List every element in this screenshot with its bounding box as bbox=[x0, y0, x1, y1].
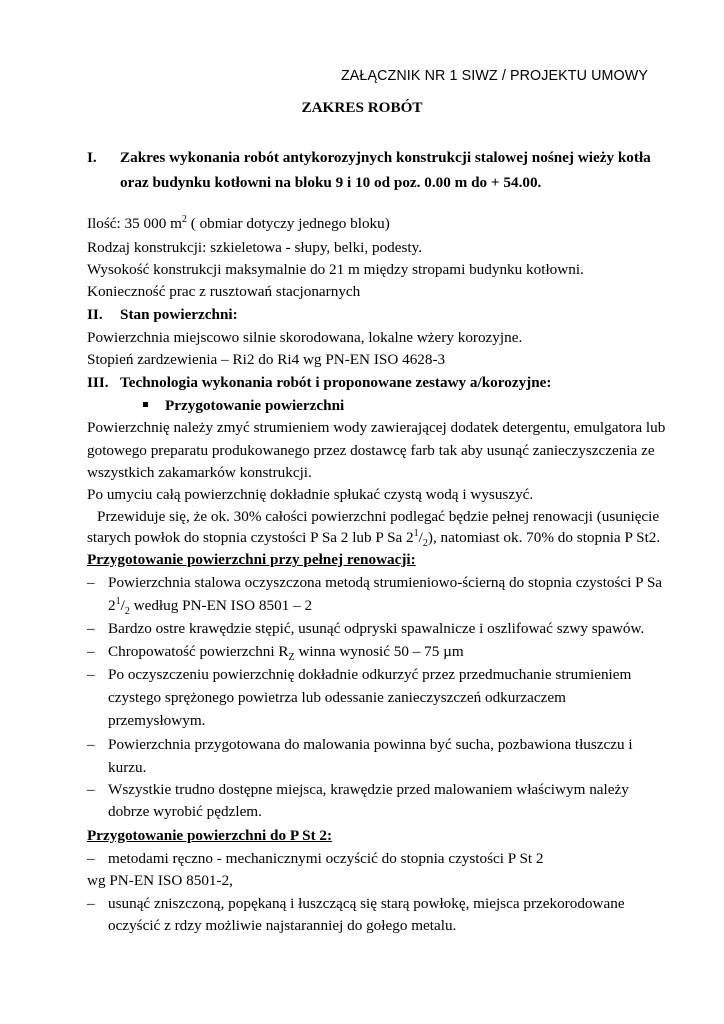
quantity-line bbox=[87, 213, 390, 232]
section-3-heading bbox=[87, 375, 551, 390]
section-1-title-line-1: Zakres wykonania robót antykorozyjnych konstrukcji stalowej nośnej wieży kotła bbox=[120, 149, 651, 166]
paragraph-2: Po umyciu całą powierzchnię dokładnie spłukać czystą wodą i wysuszyć. bbox=[87, 486, 534, 503]
heading-full-renovation: Przygotowanie powierzchni przy pełnej renowacji: bbox=[87, 551, 416, 568]
paragraph-1-line-3: wszystkich zakamarków konstrukcji. bbox=[87, 464, 312, 481]
dash-bullet-icon: – bbox=[87, 895, 95, 912]
paragraph-3-text-end: ), natomiast ok. 70% do stopnia P St2. bbox=[427, 529, 661, 546]
roughness-label: Chropowatość powierzchni R bbox=[108, 643, 289, 660]
document-title: ZAKRES ROBÓT bbox=[301, 99, 423, 116]
paragraph-1-line-2: gotowego preparatu produkowanego przez dostawcę farb tak aby usunąć zanieczyszczenia ze bbox=[87, 442, 655, 459]
fraction-denominator: 2 bbox=[422, 538, 428, 550]
dash-bullet-icon: – bbox=[87, 850, 95, 867]
full-item-1-line-2 bbox=[108, 595, 313, 618]
dash-bullet-icon: – bbox=[87, 620, 95, 637]
fraction-numerator: 1 bbox=[115, 595, 121, 607]
roughness-value: winna wynosić 50 – 75 µm bbox=[294, 643, 464, 660]
dash-bullet-icon: – bbox=[87, 736, 95, 753]
surface-state-1: Powierzchnia miejscowo silnie skorodowana, lokalne wżery korozyjne. bbox=[87, 329, 523, 346]
full-item-1-grade: 2 bbox=[108, 597, 116, 614]
pst2-item-2-line-1: usunąć zniszczoną, popękaną i łuszczącą się starą powłokę, miejsca przekorodowane bbox=[108, 895, 625, 912]
full-item-2: Bardzo ostre krawędzie stępić, usunąć odpryski spawalnicze i oszlifować szwy spawów. bbox=[108, 620, 645, 637]
section-3-title: Technologia wykonania robót i proponowane zestawy a/korozyjne: bbox=[120, 374, 552, 391]
full-item-4-line-3: przemysłowym. bbox=[108, 712, 206, 729]
fraction-numerator: 1 bbox=[413, 527, 419, 539]
section-1-title-line-2: oraz budynku kotłowni na bloku 9 i 10 od poz. 0.00 m do + 54.00. bbox=[120, 174, 542, 191]
roughness-subscript: Z bbox=[288, 652, 295, 664]
section-1-heading bbox=[87, 150, 651, 165]
scaffolding-note: Konieczność prac z rusztowań stacjonarnych bbox=[87, 283, 361, 300]
fraction-denominator: 2 bbox=[124, 606, 130, 618]
full-item-5-line-2: kurzu. bbox=[108, 759, 147, 776]
full-item-4-line-1: Po oczyszczeniu powierzchnię dokładnie odkurzyć przez przedmuchanie strumieniem bbox=[108, 666, 632, 683]
full-item-5-line-1: Powierzchnia przygotowana do malowania powinna być sucha, pozbawiona tłuszczu i bbox=[108, 736, 633, 753]
section-2-title: Stan powierzchni: bbox=[120, 306, 238, 323]
section-1-number: I. bbox=[87, 149, 97, 166]
dash-bullet-icon: – bbox=[87, 781, 95, 798]
full-item-1-line-1: Powierzchnia stalowa oczyszczona metodą strumieniowo-ścierną do stopnia czystości P Sa bbox=[108, 574, 663, 591]
heading-pst2: Przygotowanie powierzchni do P St 2: bbox=[87, 827, 333, 844]
quantity-text: Ilość: 35 000 m bbox=[87, 215, 182, 232]
section-2-heading bbox=[87, 307, 238, 322]
full-item-3 bbox=[108, 643, 464, 664]
full-item-6-line-1: Wszystkie trudno dostępne miejsca, krawędzie przed malowaniem właściwym należy bbox=[108, 781, 629, 798]
pst2-item-1: metodami ręczno - mechanicznymi oczyścić do stopnia czystości P St 2 bbox=[108, 850, 544, 867]
construction-type: Rodzaj konstrukcji: szkieletowa - słupy, belki, podesty. bbox=[87, 239, 423, 256]
full-item-6-line-2: dobrze wyrobić pędzlem. bbox=[108, 803, 262, 820]
section-3-number: III. bbox=[87, 374, 109, 391]
paragraph-3-line-2 bbox=[87, 527, 661, 550]
document-header: ZAŁĄCZNIK NR 1 SIWZ / PROJEKTU UMOWY bbox=[340, 68, 648, 84]
dash-bullet-icon: – bbox=[87, 643, 95, 660]
fraction-slash: / bbox=[120, 597, 125, 614]
full-item-1-standard: według PN-EN ISO 8501 – 2 bbox=[129, 597, 313, 614]
dash-bullet-icon: – bbox=[87, 666, 95, 683]
dash-bullet-icon: – bbox=[87, 574, 95, 591]
fraction-slash: / bbox=[418, 529, 423, 546]
pst2-item-2-line-2: oczyścić z rdzy możliwie najstaranniej do gołego metalu. bbox=[108, 917, 457, 934]
construction-height: Wysokość konstrukcji maksymalnie do 21 m między stropami budynku kotłowni. bbox=[87, 261, 584, 278]
paragraph-3-text: starych powłok do stopnia czystości P Sa 2 lub P Sa 2 bbox=[87, 529, 414, 546]
quantity-unit-exponent: 2 bbox=[181, 213, 187, 225]
section-2-number: II. bbox=[87, 306, 103, 323]
bullet-title: Przygotowanie powierzchni bbox=[165, 397, 345, 414]
quantity-note: ( obmiar dotyczy jednego bloku) bbox=[186, 215, 390, 232]
paragraph-3-line-1: Przewiduje się, że ok. 30% całości powierzchni podlegać będzie pełnej renowacji (usunięcie bbox=[97, 508, 660, 525]
full-item-4-line-2: czystego sprężonego powietrza lub odessanie zanieczyszczeń odkurzaczem bbox=[108, 689, 566, 706]
surface-state-2: Stopień zardzewienia – Ri2 do Ri4 wg PN-EN ISO 4628-3 bbox=[87, 351, 446, 368]
pst2-item-1-standard: wg PN-EN ISO 8501-2, bbox=[87, 872, 233, 889]
square-bullet-icon bbox=[143, 402, 148, 407]
paragraph-1-line-1: Powierzchnię należy zmyć strumieniem wody zawierającej dodatek detergentu, emulgatora lub bbox=[87, 419, 666, 436]
